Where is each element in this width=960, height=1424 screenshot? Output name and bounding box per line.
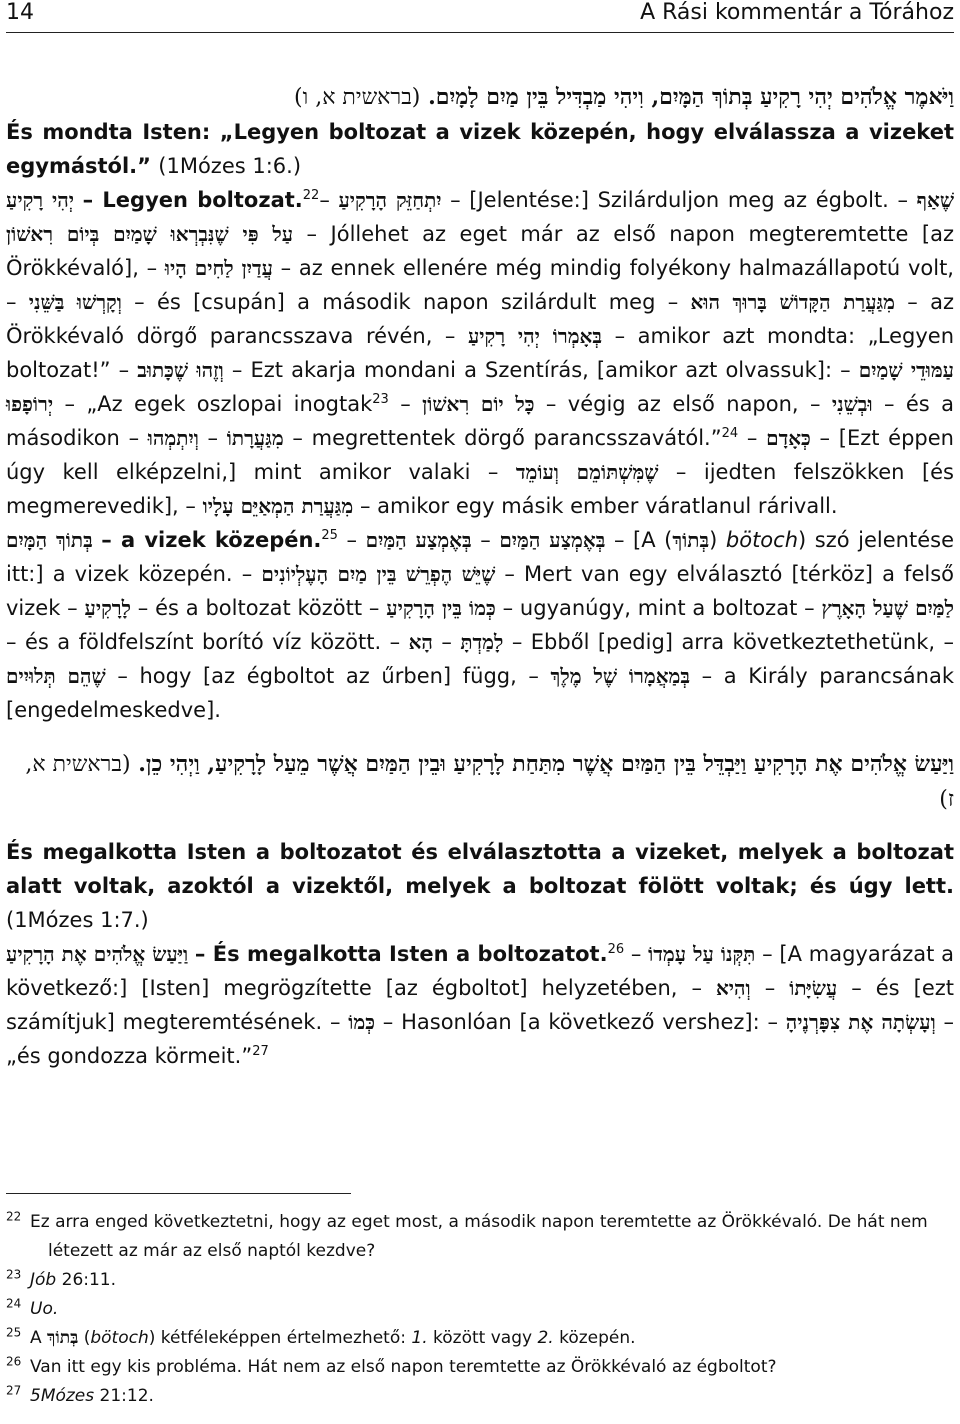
footnote-text: 26:11. [56,1270,117,1290]
verse-7-hebrew-ref: (בראשית א, ז) [25,752,954,812]
footnote-text: 21:12. [94,1386,154,1406]
verse-6-hebrew [6,80,954,115]
footnotes [6,1208,954,1411]
text: – [Ezt éppen úgy kell elképzelni,] mint amikor valaki – [6,426,954,484]
text: – [198,426,227,450]
page-number: 14 [6,0,34,25]
hebrew-phrase: כְּמוֹ [348,1010,375,1034]
hebrew-phrase: כְּמוֹ בֵּין הָרָקִיעַ [386,596,496,620]
text: – az Örökkévaló dörgő parancsszava révén, – [6,290,954,348]
transliteration: bötoch [90,1328,149,1348]
hebrew-phrase: בְּאָמְרוֹ יְהִי רָקִיעַ [467,324,603,348]
text: – Ebből [pedig] arra következtethetünk, – [503,630,954,654]
footnote-source: Uo. [30,1299,59,1319]
hebrew-phrase: עֲשִׂיָּתוֹ [789,976,838,1000]
text: – hogy [az égboltot az űrben] függ, – [105,664,551,688]
footnote-rule [6,1193,351,1194]
footnote-ref-24[interactable]: 24 [721,426,739,441]
hebrew-phrase: בְּמַאֲמָרוֹ שֶׁל מֶלֶךְ [550,664,691,688]
hebrew-phrase: שֶׁהֵם תְּלוּיִים [6,664,106,688]
footnote-25 [6,1324,954,1353]
hebrew-phrase: לָמַדְתָּ [460,630,504,654]
text: ) szó jelentése itt:] a vizek közepén. – [6,528,954,586]
commentary-megalkotta [6,937,954,1073]
commentary-legyen-boltozat [6,183,954,523]
text: – [750,976,790,1000]
footnote-item-number: 1. [411,1328,428,1348]
hebrew-phrase: בְּתוֹךְ [47,1328,79,1348]
hebrew-phrase: כְּאָדָם [766,426,811,450]
hebrew-phrase: בְּתוֹךְ [672,528,710,552]
text: – és a földfelszínt borító víz között. – [6,630,409,654]
text: – és [csupán] a második napon szilárdult meg – [121,290,691,314]
lemma-hebrew: יְהִי רָקִיעַ [6,188,75,212]
footnote-number: 22 [6,1209,22,1224]
hebrew-phrase: מִגַּעֲרַת הַקָּדוֹשׁ בָּרוּךְ הוּא [690,290,896,314]
hebrew-phrase: בְּאֶמְצַע הַמַּיִם [365,528,472,552]
text: – [624,942,649,966]
text: – Jóllehet az eget már az első napon megteremtette [az Örökkévaló], – [6,222,954,280]
page [6,0,954,1424]
hebrew-phrase: יִתְחַזֵּק הָרָקִיעַ [338,188,442,212]
footnote-ref-23[interactable]: 23 [372,392,389,407]
text: – és a másodikon – [6,392,954,450]
verse-6-hebrew-text: וַיֹּאמֶר אֱלֹהִים יְהִי רָקִיעַ בְּתוֹךְ הַמָּיִם, וִיהִי מַבְדִּיל בֵּין מַיִם לָמָיִם. [428,84,954,110]
text: – és [ezt számítjuk] megteremtésének. – [6,976,954,1034]
spacer [6,817,954,835]
text: – Mert van egy elválasztó [térköz] a felső vizek – [6,562,954,620]
text: – [432,630,461,654]
verse-7-ref: (1Mózes 1:7.) [6,908,149,932]
footnote-text: között vagy [427,1328,538,1348]
footnote-text: Ez arra enged következtetni, hogy az eget most, a második napon teremtette az Örökkévaló. De hát nem létezett az már az első naptól kezdve? [30,1212,928,1261]
running-head [6,0,954,32]
verse-7-hungarian [6,835,954,937]
text: – a Király parancsának [engedelmeskedve]. [6,664,954,722]
lemma-hungarian: – Legyen boltozat. [82,188,303,212]
hebrew-phrase: שֶׁיֵּשׁ הֶפְרֵשׁ בֵּין מַיִם הָעֶלְיוֹנִים [261,562,496,586]
footnote-source: Jób [30,1270,57,1290]
footnote-ref-27[interactable]: 27 [252,1044,269,1059]
text: – ijedten felszökken [és megmerevedik], – [6,460,954,518]
hebrew-phrase: הָא [408,630,433,654]
hebrew-phrase: וְיִתְמְהוּ [147,426,199,450]
footnote-ref-26[interactable]: 26 [607,942,625,957]
lemma-hebrew: בְּתוֹךְ הַמָּיִם [6,528,93,552]
footnote-number: 25 [6,1325,22,1340]
lemma-hungarian: – a vizek közepén. [101,528,322,552]
footnote-text: Van itt egy kis probléma. Hát nem az első napon teremtette az Örökkévaló az égboltot? [30,1357,777,1377]
text: – [337,528,366,552]
hebrew-phrase: וְזֶהוּ שֶׁכָּתוּב [137,358,224,382]
footnote-source: 5Mózes [30,1386,95,1406]
lemma-hungarian: – És megalkotta Isten a boltozatot. [194,942,608,966]
text: ) [709,528,726,552]
text: – [471,528,500,552]
text: – „Az egek oszlopai inogtak [53,392,373,416]
text: – [A ( [605,528,673,552]
running-title: A Rási kommentár a Tórához [640,0,954,25]
footnote-number: 27 [6,1383,22,1398]
text: – [388,392,423,416]
footnote-text: A [30,1328,48,1348]
footnote-23 [6,1266,954,1295]
hebrew-phrase: עֲדַיִן לַחִים הָיוּ [164,256,273,280]
text: – Ezt akarja mondani a Szentírás, [amikor azt olvassuk]: – [223,358,859,382]
text: – [Jelentése:] Szilárduljon meg az égbolt. – [441,188,917,212]
hebrew-phrase: מִגַּעֲרָתוֹ [226,426,284,450]
text: – amikor azt mondta: „Legyen boltozat!” – [6,324,955,382]
hebrew-phrase: לָרָקִיעַ [84,596,131,620]
transliteration: bötoch [725,528,799,552]
footnote-26 [6,1353,954,1382]
footnote-number: 24 [6,1296,22,1311]
hebrew-phrase: עַמּוּדֵי שָׁמַיִם יְרוֹפָפוּ [6,358,955,416]
footnote-ref-25[interactable]: 25 [321,528,338,543]
footnote-24 [6,1295,954,1324]
hebrew-phrase: לַמַּיִם שֶׁעַל הָאָרֶץ [821,596,955,620]
hebrew-phrase: שֶׁמִּשְׁתּוֹמֵם וְעוֹמֵד [515,460,659,484]
footnote-ref-22[interactable]: 22 [302,188,320,203]
footnote-27 [6,1382,954,1411]
hebrew-phrase: כָּל יוֹם רִאשׁוֹן [422,392,535,416]
hebrew-phrase: וּבְשֵׁנִי [831,392,873,416]
hebrew-phrase: שֶׁאַף עַל פִּי שֶׁנִּבְרְאוּ שָׁמַיִם בְּיוֹם רִאשׁוֹן [6,188,954,246]
verse-6-hungarian-text: És mondta Isten: „Legyen boltozat a vizek közepén, hogy elválassza a vizeket egymástól.” [6,120,954,178]
commentary-vizek-kozepen [6,523,954,727]
text: – megrettentek dörgő parancsszavától.” [283,426,722,450]
verse-7-hebrew-text: וַיַּעַשׂ אֱלֹהִים אֶת הָרָקִיעַ וַיַּבְדֵּל בֵּין הַמַּיִם אֲשֶׁר מִתַּחַת לָרָקִיעַ וּבֵין הַמַּיִם אֲשֶׁר מֵעַל לָרָקִיעַ, וַיְהִי כֵן. [138,751,954,777]
text: – [319,188,339,212]
text: – végig az első napon, – [534,392,832,416]
footnote-number: 26 [6,1354,22,1369]
hebrew-phrase: מִגַּעֲרַת הַמְאַיֵּם עָלָיו [202,494,354,518]
hebrew-phrase: תִּקְּנוֹ עַל עָמְדוֹ [648,942,756,966]
text: – „és gondozza körmeit.” [6,1010,954,1068]
hebrew-phrase: וְקָרְשׁוּ בַּשֵּׁנִי [28,290,122,314]
text: – ugyanúgy, mint a boltozat – [495,596,822,620]
lemma-hebrew: וַיַּעַשׂ אֱלֹהִים אֶת הָרָקִיעַ [6,942,189,966]
footnote-item-number: 2. [537,1328,554,1348]
text: – Hasonlóan [a következő vershez]: – [375,1010,786,1034]
spacer [6,727,954,747]
verse-6-hebrew-ref: (בראשית א, ו) [294,85,421,110]
verse-6-hungarian [6,115,954,183]
footnote-text: ) kétféleképpen értelmezhető: [148,1328,412,1348]
main-text [6,80,954,1073]
text: – amikor egy másik ember váratlanul rárivall. [353,494,838,518]
hebrew-phrase: וְעָשְׂתָה אֶת צִפָּרְנֶיהָ [785,1010,936,1034]
footnote-text: közepén. [553,1328,636,1348]
text: – [A magyarázat a következő:] [Isten] megrögzítette [az égboltot] helyzetében, – [6,942,954,1000]
footnote-number: 23 [6,1267,22,1282]
verse-7-hebrew [6,747,954,817]
footnote-22 [6,1208,954,1266]
hebrew-phrase: וְהִיא [715,976,751,1000]
verse-6-ref: (1Mózes 1:6.) [158,154,302,178]
verse-7-hungarian-text: És megalkotta Isten a boltozatot és elválasztotta a vizeket, melyek a boltozat alatt voltak, azoktól a vizektől, melyek a boltozat fölött voltak; és úgy lett. [6,840,954,898]
header-rule [6,32,954,33]
text: – és a boltozat között – [130,596,387,620]
hebrew-phrase: בְּאֶמְצַע הַמַּיִם [499,528,606,552]
footnote-text: ( [78,1328,91,1348]
text: – az ennek ellenére még mindig folyékony halmazállapotú volt, – [6,256,954,314]
text: – [738,426,767,450]
